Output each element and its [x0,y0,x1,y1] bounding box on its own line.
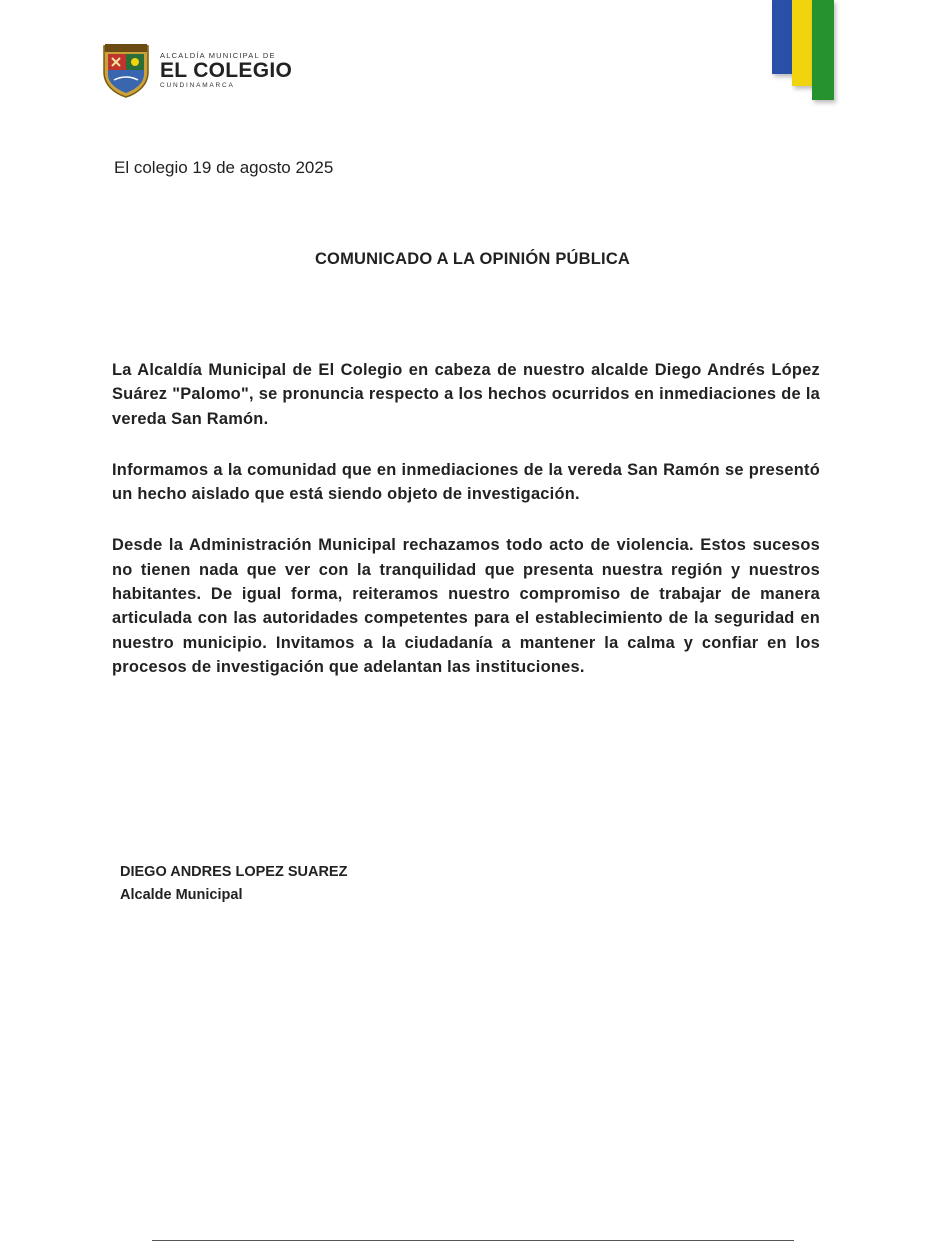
footer-divider [152,1240,794,1241]
paragraph: Desde la Administración Municipal rechazamos todo acto de violencia. Estos sucesos no tienen nada que ver con la tranquilidad que presenta nuestra región y nuestros habitantes. De igual forma, reiteramos nuestro compromiso de trabajar de manera articulada con las autoridades competentes para el establecimiento de la seguridad en nuestro municipio. Invitamos a la ciudadanía a mantener la calma y confiar en los procesos de investigación que adelantan las instituciones. [112,536,820,676]
logo-subtitle: ALCALDÍA MUNICIPAL DE [160,51,276,60]
logo-department: CUNDINAMARCA [160,82,235,89]
document-title: COMUNICADO A LA OPINIÓN PÚBLICA [314,250,631,268]
logo-title: EL COLEGIO [160,59,293,82]
municipal-logo [100,42,292,98]
paragraph: Informamos a la comunidad que en inmediaciones de la vereda San Ramón se presentó un hecho aislado que está siendo objeto de investigación. [112,460,820,504]
flag-color-bars [770,0,840,110]
signatory-name: DIEGO ANDRES LOPEZ SUAREZ [120,864,348,880]
paragraph: La Alcaldía Municipal de El Colegio en cabeza de nuestro alcalde Diego Andrés López Suárez "Palomo", se pronuncia respecto a los hechos ocurridos en inmediaciones de la vereda San Ramón. [112,361,820,428]
coat-of-arms-icon [100,42,152,98]
flag-bar [772,0,794,74]
signatory-role: Alcalde Municipal [120,887,243,903]
flag-bar [792,0,814,86]
document-body [112,358,820,706]
document-date: El colegio 19 de agosto 2025 [114,158,334,177]
signature-block [120,861,347,907]
flag-bar [812,0,834,100]
